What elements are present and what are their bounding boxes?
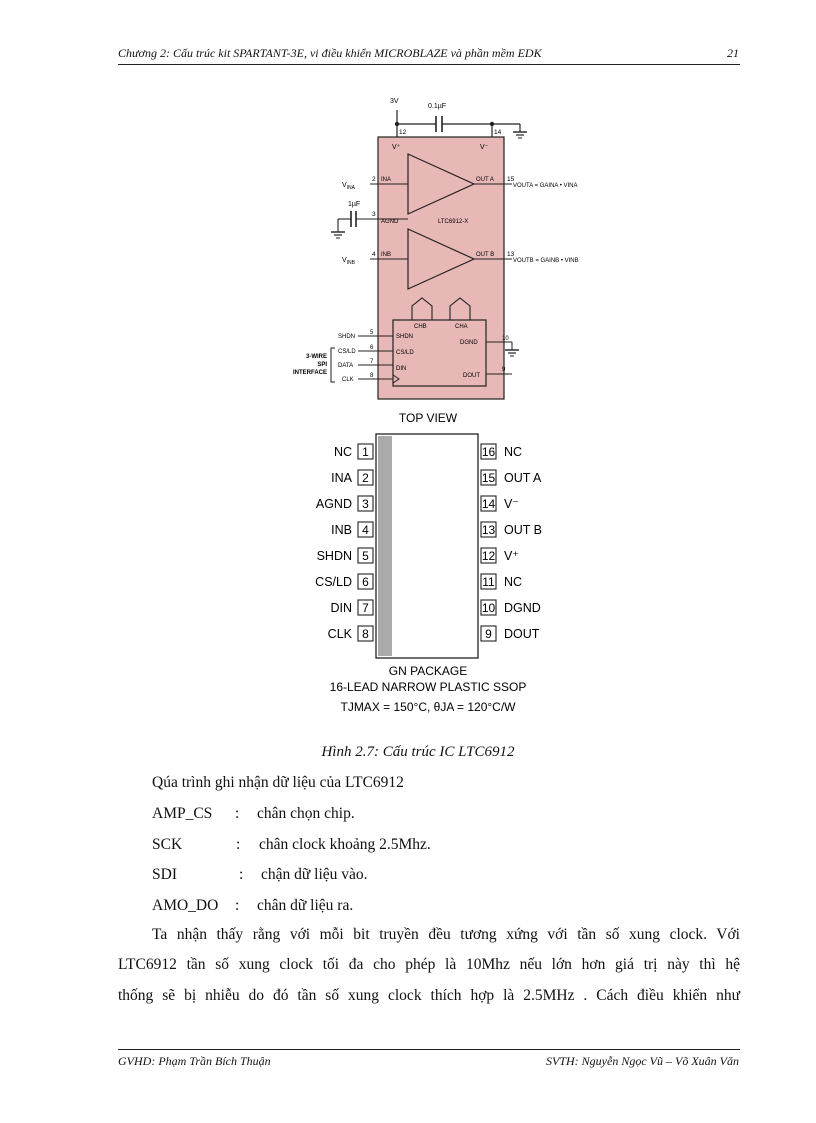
paragraph-line: thống sẽ bị nhiễu do đó tần số xung clock thích hợp là 2.5MHz . Cách điều khiển như bbox=[118, 987, 740, 1004]
inb-input: INB bbox=[381, 252, 392, 258]
pin-name: V⁺ bbox=[504, 549, 519, 563]
pin5-label: 5 bbox=[370, 330, 374, 336]
pin-name: NC bbox=[504, 445, 523, 459]
pin-number: 14 bbox=[481, 497, 496, 511]
item-label: SCK bbox=[152, 836, 183, 853]
item-text: chân clock khoảng 2.5Mhz. bbox=[259, 836, 431, 853]
agnd-input: AGND bbox=[381, 219, 399, 225]
pin-name: OUT B bbox=[504, 523, 542, 537]
pin-name: INB bbox=[331, 523, 352, 537]
pin-number: 2 bbox=[362, 471, 369, 485]
wire-label-1: 3-WIRE bbox=[306, 354, 327, 360]
pin-number: 3 bbox=[362, 497, 369, 511]
pin-number: 7 bbox=[362, 601, 369, 615]
right-pin-list bbox=[481, 444, 542, 641]
package-pin-left bbox=[315, 574, 373, 589]
item-separator: : bbox=[235, 805, 240, 822]
running-header: Chương 2: Cấu trúc kit SPARTANT-3E, vi điều khiển MICROBLAZE và phần mềm EDK bbox=[118, 46, 542, 60]
pin-number: 9 bbox=[485, 627, 492, 641]
data-pin-label: DATA bbox=[338, 363, 354, 369]
item-text: chận dữ liệu vào. bbox=[261, 866, 368, 883]
package-pin-left bbox=[317, 548, 373, 563]
pin14-label: 14 bbox=[494, 129, 502, 136]
package-pin-right bbox=[481, 548, 519, 563]
pin-number: 15 bbox=[481, 471, 496, 485]
cap2-label: 1µF bbox=[348, 201, 361, 208]
pin7-label: 7 bbox=[370, 359, 374, 365]
pin3-label: 3 bbox=[372, 211, 376, 218]
vminus-label: V⁻ bbox=[480, 144, 489, 151]
csld-block: CS/LD bbox=[396, 350, 414, 356]
top-view-label: TOP VIEW bbox=[398, 411, 458, 425]
pin-name: V⁻ bbox=[504, 497, 519, 511]
pin-name: INA bbox=[331, 471, 352, 485]
pin-number: 6 bbox=[362, 575, 369, 589]
clk-pin-label: CLK bbox=[342, 377, 354, 383]
list-item bbox=[152, 866, 368, 884]
pin-number: 12 bbox=[481, 549, 496, 563]
pin-number: 4 bbox=[362, 523, 369, 537]
din-block: DIN bbox=[396, 366, 407, 372]
csld-pin-label: CS/LD bbox=[338, 349, 356, 355]
package-pin-right bbox=[481, 522, 542, 537]
package-pin-left bbox=[328, 626, 373, 641]
shdn-pin-label: SHDN bbox=[338, 334, 356, 340]
item-separator: : bbox=[239, 866, 244, 883]
pin-name: AGND bbox=[315, 497, 352, 511]
item-text: chân dữ liệu ra. bbox=[257, 897, 354, 914]
chb-label: CHB bbox=[414, 324, 427, 330]
advisor-credit: GVHD: Phạm Trần Bích Thuận bbox=[118, 1054, 271, 1068]
pin10-label: 10 bbox=[502, 336, 509, 342]
header-rule bbox=[118, 64, 740, 65]
package-pin-left bbox=[331, 470, 373, 485]
pin13-label: 13 bbox=[507, 251, 515, 258]
dgnd-block: DGND bbox=[460, 340, 478, 346]
package-description: 16-LEAD NARROW PLASTIC SSOP bbox=[329, 680, 527, 694]
package-pin-right bbox=[481, 470, 542, 485]
pin-name: OUT A bbox=[504, 471, 542, 485]
voutb-equation: VOUTB = GAINB • VINB bbox=[513, 258, 579, 264]
pin-number: 8 bbox=[362, 627, 369, 641]
pin-name: DOUT bbox=[504, 627, 540, 641]
pin9-label: 9 bbox=[502, 367, 506, 373]
pin-name: CS/LD bbox=[315, 575, 352, 589]
paragraph-line: Ta nhận thấy rằng với mỗi bit truyền đều tương xứng với tần số xung clock. Với bbox=[152, 926, 740, 943]
pin-name: DGND bbox=[504, 601, 541, 615]
wire-label-3: INTERFACE bbox=[292, 370, 327, 376]
pin8-label: 8 bbox=[370, 373, 374, 379]
package-pin-left bbox=[316, 496, 373, 511]
pin12-label: 12 bbox=[399, 129, 407, 136]
item-text: chân chọn chip. bbox=[257, 805, 355, 822]
pin-number: 11 bbox=[482, 575, 495, 589]
outa-label: OUT A bbox=[476, 177, 494, 183]
dout-block: DOUT bbox=[463, 373, 480, 379]
figure-caption: Hình 2.7: Cấu trúc IC LTC6912 bbox=[321, 744, 515, 760]
item-separator: : bbox=[236, 836, 241, 853]
pin-number: 13 bbox=[481, 523, 496, 537]
pin-name: NC bbox=[333, 445, 352, 459]
vouta-equation: VOUTA = GAINA • VINA bbox=[513, 183, 578, 189]
package-pin-right bbox=[481, 496, 519, 511]
pin4-label: 4 bbox=[372, 251, 376, 258]
page-number: 21 bbox=[727, 46, 739, 60]
ina-input: INA bbox=[381, 177, 392, 183]
pin6-label: 6 bbox=[370, 345, 374, 351]
package-pin-right bbox=[481, 574, 522, 589]
vinb-label: $V_{INB}$ bbox=[342, 257, 356, 266]
pin-name: NC bbox=[504, 575, 523, 589]
cha-label: CHA bbox=[455, 324, 468, 330]
pin15-label: 15 bbox=[507, 176, 515, 183]
item-separator: : bbox=[235, 897, 240, 914]
footer-rule bbox=[118, 1049, 740, 1050]
wire-label-2: SPI bbox=[317, 362, 327, 368]
pin-number: 5 bbox=[362, 549, 369, 563]
paragraph-line: LTC6912 tần số xung clock tối đa cho phép là 10Mhz nếu lớn hơn giá trị này thì hệ bbox=[118, 956, 740, 973]
vplus-label: V⁺ bbox=[392, 144, 401, 151]
supply-label: 3V bbox=[390, 98, 399, 105]
item-label: SDI bbox=[152, 866, 177, 883]
outb-label: OUT B bbox=[476, 252, 495, 258]
pin-number: 16 bbox=[481, 445, 496, 459]
list-item bbox=[152, 836, 431, 854]
intro-line: Qúa trình ghi nhận dữ liệu của LTC6912 bbox=[152, 774, 404, 791]
cap1-label: 0.1µF bbox=[428, 103, 447, 110]
package-pin-left bbox=[331, 522, 373, 537]
ltc6912-diagram bbox=[280, 92, 579, 722]
pin-number: 10 bbox=[481, 601, 496, 615]
item-label: AMO_DO bbox=[152, 897, 219, 914]
pin-name: DIN bbox=[330, 601, 352, 615]
package-pin-right bbox=[481, 444, 522, 459]
student-credit: SVTH: Nguyễn Ngọc Vũ – Võ Xuân Văn bbox=[546, 1054, 739, 1068]
package-pin-right bbox=[481, 600, 541, 615]
list-item bbox=[152, 897, 353, 915]
item-label: AMP_CS bbox=[152, 805, 213, 822]
left-pin-list bbox=[315, 444, 373, 641]
package-label: GN PACKAGE bbox=[388, 664, 468, 678]
pin-name: SHDN bbox=[316, 549, 352, 563]
package-pin-right bbox=[481, 626, 540, 641]
part-label: LTC6912-X bbox=[438, 219, 469, 225]
pin-number: 1 bbox=[362, 445, 369, 459]
list-item bbox=[152, 805, 355, 823]
package-pin-left bbox=[334, 444, 373, 459]
package-pin-left bbox=[330, 600, 373, 615]
shdn-block: SHDN bbox=[396, 334, 414, 340]
pin2-label: 2 bbox=[372, 176, 376, 183]
thermal-spec: TJMAX = 150°C, θJA = 120°C/W bbox=[340, 700, 516, 714]
pin-name: CLK bbox=[327, 627, 352, 641]
vina-label: $V_{INA}$ bbox=[342, 182, 356, 191]
